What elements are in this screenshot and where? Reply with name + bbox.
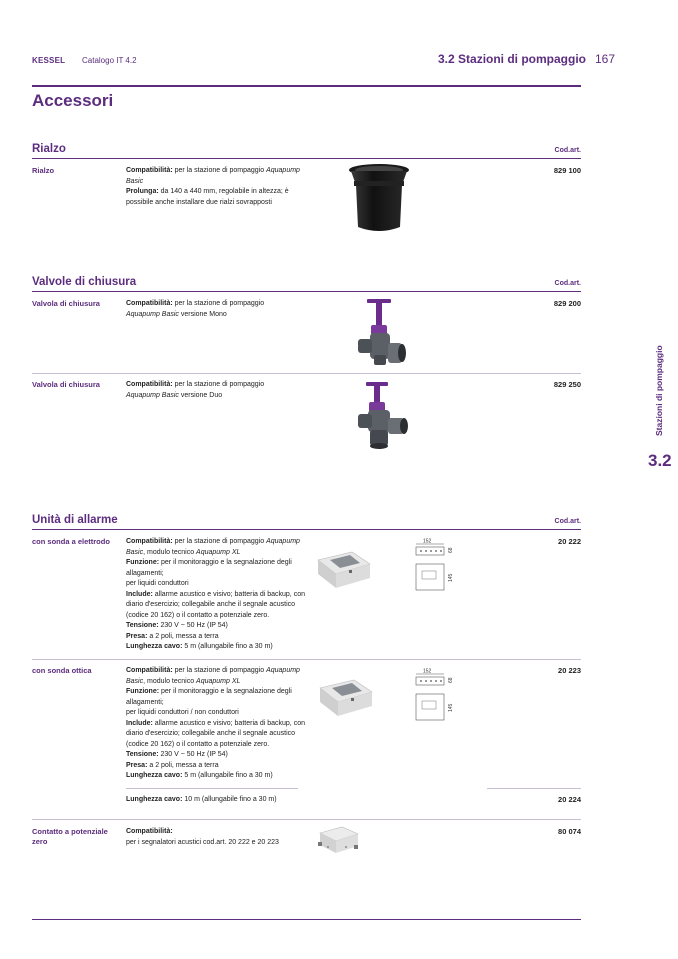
dim-height-label: 145 <box>448 573 454 582</box>
presa-text: a 2 poli, messa a terra <box>147 761 219 769</box>
page-number: 167 <box>595 52 616 66</box>
include-text: allarme acustico e visivo; batteria di backup, con diario d'esercizio; collegabile anche il segnale acustico (codice 20 162) o il contatto a potenziale zero. <box>126 719 305 748</box>
row-divider <box>32 373 581 374</box>
catalog-name: Catalogo IT 4.2 <box>82 56 137 65</box>
codart-label: Cod.art. <box>554 280 581 287</box>
product-description <box>126 299 311 320</box>
cavo-label: Lunghezza cavo: <box>126 772 183 779</box>
product-code: 20 223 <box>558 666 581 675</box>
include-label: Include: <box>126 590 153 598</box>
product-name: con sonda ottica <box>32 666 92 675</box>
row-divider <box>32 819 581 820</box>
compat-module: Aquapump XL <box>196 677 241 685</box>
product-code: 20 224 <box>558 795 581 804</box>
funzione-text: per il monitoraggio e la segnalazione degli allagamenti; <box>126 688 292 706</box>
product-description <box>126 537 311 653</box>
row-divider <box>32 659 581 660</box>
dim-width-label: 152 <box>423 538 432 545</box>
include-text: allarme acustico e visivo; batteria di backup, con diario d'esercizio; collegabile anche il segnale acustico (codice 20 162) o il contatto a potenziale zero. <box>126 590 305 619</box>
alarm-unit-image <box>318 678 374 718</box>
row-divider <box>487 788 581 789</box>
row-divider <box>126 788 298 789</box>
product-description <box>126 166 311 208</box>
funzione-text: per il monitoraggio e la segnalazione degli allagamenti; <box>126 559 292 577</box>
compat-label: Compatibilità: <box>126 167 173 174</box>
product-name: Valvola di chiusura <box>32 380 100 389</box>
section-title-allarme: Unità di allarme <box>32 514 118 526</box>
tensione-text: 230 V ~ 50 Hz (IP 54) <box>158 622 228 629</box>
product-name: Valvola di chiusura <box>32 299 100 308</box>
valve-mono-image <box>356 297 408 369</box>
dim-depth-label: 68 <box>448 547 454 553</box>
compat-mid: , modulo tecnico <box>143 677 197 685</box>
presa-label: Presa: <box>126 761 148 769</box>
dim-width-label: 152 <box>423 668 432 675</box>
compat-product: Aquapump Basic <box>126 391 179 399</box>
tensione-text: 230 V ~ 50 Hz (IP 54) <box>158 751 228 758</box>
cavo-text: 5 m (allungabile fino a 30 m) <box>182 643 273 650</box>
compat-label: Compatibilità: <box>126 300 173 307</box>
tensione-label: Tensione: <box>126 751 159 758</box>
side-tab-number: 3.2 <box>648 451 672 470</box>
compat-product: Aquapump Basic <box>126 667 300 685</box>
brand-name: KESSEL <box>32 56 66 65</box>
extra-text: da 140 a 440 mm, regolabile in altezza; è possibile anche installare due rialzi sovrapposti <box>126 188 289 206</box>
include-label: Include: <box>126 719 153 727</box>
compat-text: per la stazione di pompaggio <box>172 381 265 388</box>
compat-module: Aquapump XL <box>196 548 241 556</box>
compat-label: Compatibilità: <box>126 538 173 545</box>
compat-text: per la stazione di pompaggio <box>172 300 265 307</box>
compat-version: versione Duo <box>178 391 223 399</box>
compat-text: per i segnalatori acustici cod.art. 20 222 e 20 223 <box>126 838 279 846</box>
riser-image <box>348 163 410 233</box>
codart-label: Cod.art. <box>554 147 581 154</box>
alarm-dimension-drawing <box>414 668 458 732</box>
product-code: 829 100 <box>553 166 581 175</box>
product-name: Contatto a potenziale zero <box>32 827 108 846</box>
cavo-label: Lunghezza cavo: <box>126 643 183 650</box>
funzione-text-2: per liquidi conduttori <box>126 580 189 587</box>
alarm-unit-image <box>316 550 372 590</box>
funzione-text-2: per liquidi conduttori / non conduttori <box>126 709 239 716</box>
product-code: 829 250 <box>553 380 581 389</box>
compat-version: versione Mono <box>178 310 227 318</box>
section-divider <box>32 291 581 292</box>
section-divider <box>32 529 581 530</box>
compat-label: Compatibilità: <box>126 828 173 835</box>
cavo-label: Lunghezza cavo: <box>126 796 183 803</box>
compat-product: Aquapump Basic <box>126 167 300 185</box>
cavo-text: 10 m (allungabile fino a 30 m) <box>182 796 277 803</box>
valve-duo-image <box>356 380 412 452</box>
product-code: 80 074 <box>558 827 581 836</box>
tensione-label: Tensione: <box>126 622 159 629</box>
compat-text: per la stazione di pompaggio <box>172 167 267 174</box>
compat-label: Compatibilità: <box>126 381 173 388</box>
product-code: 829 200 <box>553 299 581 308</box>
presa-text: a 2 poli, messa a terra <box>147 632 219 640</box>
product-description <box>126 666 311 782</box>
potential-free-contact-image <box>318 824 360 856</box>
side-tab-label: Stazioni di pompaggio <box>654 345 664 436</box>
product-name: Rialzo <box>32 166 55 175</box>
section-title-rialzo: Rialzo <box>32 143 66 155</box>
dim-depth-label: 68 <box>448 677 454 683</box>
product-code: 20 222 <box>558 537 581 546</box>
compat-mid: , modulo tecnico <box>143 548 197 556</box>
compat-product: Aquapump Basic <box>126 310 179 318</box>
compat-text: per la stazione di pompaggio <box>172 667 267 674</box>
section-divider <box>32 158 581 159</box>
header-section-title: 3.2 Stazioni di pompaggio <box>438 52 587 66</box>
funzione-label: Funzione: <box>126 559 160 566</box>
presa-label: Presa: <box>126 632 148 640</box>
compat-text: per la stazione di pompaggio <box>172 538 267 545</box>
compat-product: Aquapump Basic <box>126 538 300 556</box>
product-description <box>126 795 311 806</box>
product-description <box>126 827 326 848</box>
funzione-label: Funzione: <box>126 688 160 695</box>
product-name: con sonda a elettrodo <box>32 537 110 546</box>
page-title: Accessori <box>32 91 114 110</box>
alarm-dimension-drawing <box>414 538 458 602</box>
extra-label: Prolunga: <box>126 188 159 195</box>
cavo-text: 5 m (allungabile fino a 30 m) <box>182 772 273 779</box>
dim-height-label: 145 <box>448 703 454 712</box>
product-description <box>126 380 311 401</box>
compat-label: Compatibilità: <box>126 667 173 674</box>
section-title-valvole: Valvole di chiusura <box>32 276 137 288</box>
header-divider <box>32 85 581 87</box>
footer-divider <box>32 919 581 920</box>
codart-label: Cod.art. <box>554 518 581 525</box>
